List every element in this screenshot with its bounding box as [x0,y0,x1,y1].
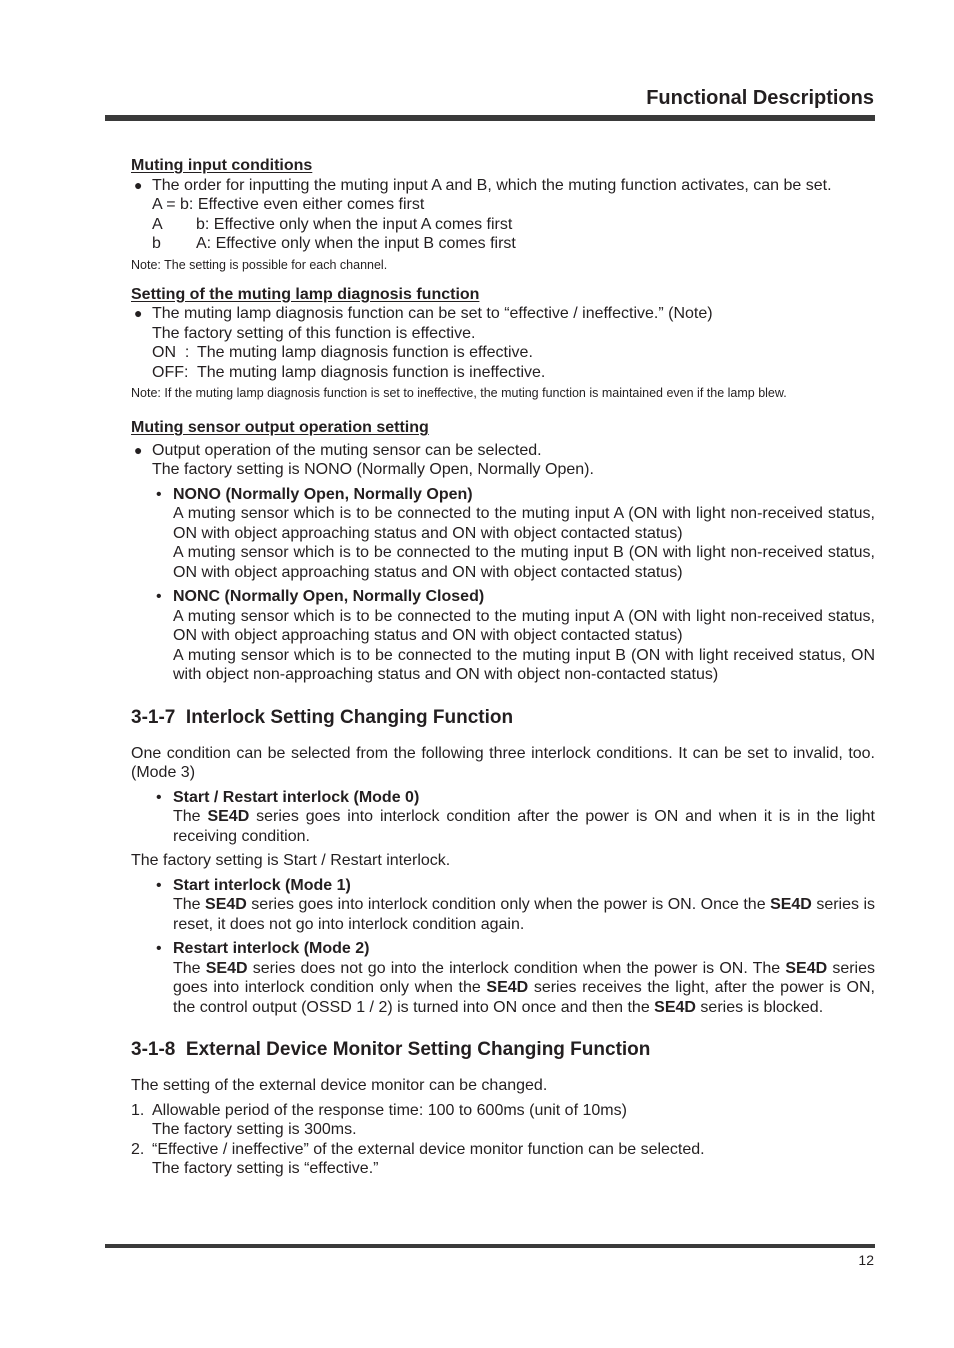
muting-input-line1: A = b: Effective even either comes first [152,196,425,213]
interlock-factory: The factory setting is Start / Restart interlock. [131,852,451,869]
ext-device-item [131,1140,875,1179]
lamp-diagnosis-heading: Setting of the muting lamp diagnosis function [131,285,480,303]
muting-input-note: Note: The setting is possible for each channel. [131,257,388,272]
text-run: series receives the light, after the power is ON, the control output (OSSD 1 / 2) is turned into ON once and then the [173,979,876,1016]
lamp-diagnosis-factory: The factory setting of this function is effective. [152,324,476,342]
nonc-input-a: A muting sensor which is to be connected to the muting input A (ON with light non-received status, ON with object approaching status and ON with object contacted status) [173,607,875,644]
text-run: series goes into interlock condition only when the [173,959,876,996]
interlock-mode1-item [131,876,875,935]
item-line: The factory setting is 300ms. [152,1121,357,1138]
option-key: A [152,215,163,233]
text-run: series is blocked. [695,998,824,1016]
text-run: The [173,808,208,825]
sub-bullet-icon: • [156,588,162,605]
lamp-diagnosis-off-option [152,363,875,383]
lamp-diagnosis-bullet-item [131,304,875,382]
item-line: Allowable period of the response time: 100 to 600ms (unit of 10ms) [152,1101,627,1119]
bullet-icon: ● [134,176,143,193]
muting-input-option [152,215,875,235]
nonc-item [131,587,875,685]
option-key: OFF: [152,363,189,381]
nono-item [131,485,875,583]
sub-bullet-icon: • [156,876,162,894]
option-key: b [152,235,161,252]
item-number: 2. [131,1140,145,1158]
sensor-output-heading: Muting sensor output operation setting [131,419,429,436]
option-text: The muting lamp diagnosis function is effective. [197,344,533,361]
item-line: “Effective / ineffective” of the external device monitor function can be selected. [152,1140,705,1158]
muting-input-bullet-item [131,176,875,254]
series-name: SE4D [205,896,247,913]
series-name: SE4D [785,959,828,977]
option-text: b: Effective only when the input A comes first [196,215,513,233]
muting-input-intro: The order for inputting the muting input A and B, which the muting function activates, can be set. [152,176,832,194]
ext-device-heading: 3-1-8 External Device Monitor Setting Changing Function [131,1039,651,1060]
series-name: SE4D [205,959,248,977]
option-text: A: Effective only when the input B comes first [196,235,516,252]
text-run: series is reset, it does not go into interlock condition again. [173,896,876,933]
ext-device-intro: The setting of the external device monitor can be changed. [131,1077,548,1094]
interlock-mode0-item [131,788,875,847]
sub-bullet-icon: • [156,485,162,503]
bullet-icon: ● [134,441,143,458]
nono-input-a: A muting sensor which is to be connected to the muting input A (ON with light non-received status, ON with object approaching status and ON with object contacted status) [173,505,875,542]
text-run: The [173,959,206,977]
muting-input-option [152,234,875,254]
header-rule [105,115,875,121]
mode1-title: Start interlock (Mode 1) [173,876,351,894]
item-number: 1. [131,1101,145,1119]
ext-device-item [131,1101,875,1140]
item-line: The factory setting is “effective.” [152,1160,379,1177]
interlock-mode2-item [131,939,875,1017]
interlock-intro: One condition can be selected from the following three interlock conditions. It can be set to invalid, too. (Mode 3) [131,744,875,781]
series-name: SE4D [486,979,529,996]
option-key: ON : [152,344,190,361]
mode0-description [173,807,875,846]
page-content [131,156,875,1179]
mode1-description [173,895,875,934]
lamp-diagnosis-on-option [152,343,875,363]
sensor-output-bullet-item [131,441,875,480]
option-text: The muting lamp diagnosis function is ineffective. [197,363,546,381]
page-number: 12 [858,1252,874,1268]
sensor-output-factory: The factory setting is NONO (Normally Open, Normally Open). [152,461,594,478]
series-name: SE4D [770,896,812,913]
muting-input-heading: Muting input conditions [131,157,313,174]
text-run: series goes into interlock condition after the power is ON and when it is in the light receiving condition. [173,808,875,845]
series-name: SE4D [207,808,250,825]
text-run: series does not go into the interlock condition when the power is ON. The [247,959,786,977]
lamp-diagnosis-note: Note: If the muting lamp diagnosis function is set to ineffective, the muting function is maintained even if the lamp blew. [131,386,787,400]
sensor-output-intro: Output operation of the muting sensor can be selected. [152,441,542,459]
interlock-heading: 3-1-7 Interlock Setting Changing Function [131,706,514,728]
nonc-input-b: A muting sensor which is to be connected to the muting input B (ON with light received status, ON with object non-approaching status and ON with object non-contacted status) [173,646,875,683]
nono-input-b: A muting sensor which is to be connected to the muting input B (ON with light non-received status, ON with object approaching status and ON with object contacted status) [173,544,875,581]
nonc-title: NONC (Normally Open, Normally Closed) [173,588,485,605]
mode2-description [173,959,875,1018]
lamp-diagnosis-intro: The muting lamp diagnosis function can be set to “effective / ineffective.” (Note) [152,305,713,322]
mode0-title: Start / Restart interlock (Mode 0) [173,788,420,806]
footer-rule [105,1244,875,1248]
page-header-title: Functional Descriptions [646,87,874,109]
text-run: series goes into interlock condition only when the power is ON. Once the [246,896,771,913]
sub-bullet-icon: • [156,940,162,957]
nono-title: NONO (Normally Open, Normally Open) [173,485,473,503]
bullet-icon: ● [134,305,143,321]
mode2-title: Restart interlock (Mode 2) [173,940,370,957]
text-run: The [173,896,206,913]
series-name: SE4D [654,998,696,1016]
sub-bullet-icon: • [156,788,162,806]
